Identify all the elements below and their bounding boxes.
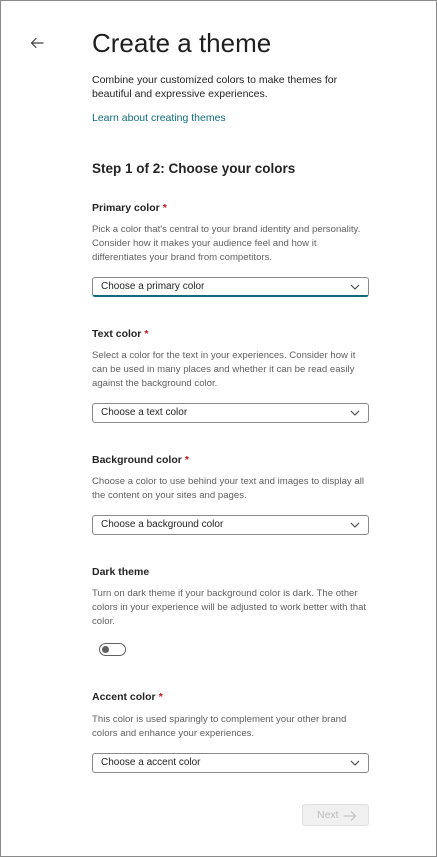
primary-color-description: Pick a color that's central to your brand identity and personality. Consider how it makes your audience feel and how it differentiates your brand from competitors.	[92, 224, 361, 263]
text-color-placeholder: Choose a text color	[101, 407, 188, 418]
primary-color-label: Primary color *	[92, 202, 167, 214]
dark-theme-description: Turn on dark theme if your background color is dark. The other colors in your experience will be adjusted to work better with that color.	[92, 588, 367, 627]
primary-color-placeholder: Choose a primary color	[101, 281, 205, 292]
next-button[interactable]	[302, 804, 369, 826]
required-mark: *	[162, 202, 167, 214]
background-color-dropdown[interactable]	[92, 515, 369, 535]
page-title: Create a theme	[92, 28, 272, 58]
toggle-knob	[102, 646, 109, 653]
chevron-down-icon	[350, 409, 360, 417]
dark-theme-toggle[interactable]	[99, 643, 126, 656]
background-color-placeholder: Choose a background color	[101, 519, 224, 530]
background-color-label: Background color *	[92, 454, 189, 466]
learn-link[interactable]: Learn about creating themes	[92, 112, 226, 124]
primary-color-dropdown[interactable]	[92, 277, 369, 297]
text-color-label: Text color *	[92, 328, 149, 340]
next-button-label: Next	[317, 809, 339, 821]
chevron-down-icon	[350, 759, 360, 767]
step-title: Step 1 of 2: Choose your colors	[92, 161, 296, 176]
text-color-dropdown[interactable]	[92, 403, 369, 423]
required-mark: *	[184, 454, 189, 466]
accent-color-placeholder: Choose a accent color	[101, 757, 201, 768]
back-arrow-icon[interactable]	[29, 35, 45, 51]
background-color-description: Choose a color to use behind your text and images to display all the content on your sites and pages.	[92, 476, 364, 501]
dark-theme-label: Dark theme	[92, 566, 150, 578]
chevron-down-icon	[350, 283, 360, 291]
required-mark: *	[158, 691, 163, 703]
accent-color-label: Accent color *	[92, 691, 163, 703]
intro-text: Combine your customized colors to make themes for beautiful and expressive experiences.	[92, 74, 338, 100]
chevron-down-icon	[350, 521, 360, 529]
arrow-right-icon	[343, 811, 357, 821]
accent-color-dropdown[interactable]	[92, 753, 369, 773]
accent-color-description: This color is used sparingly to complement your other brand colors and enhance your experiences.	[92, 714, 347, 739]
required-mark: *	[144, 328, 149, 340]
text-color-description: Select a color for the text in your experiences. Consider how it can be used in many places and whether it can be read easily against the background color.	[92, 350, 356, 389]
